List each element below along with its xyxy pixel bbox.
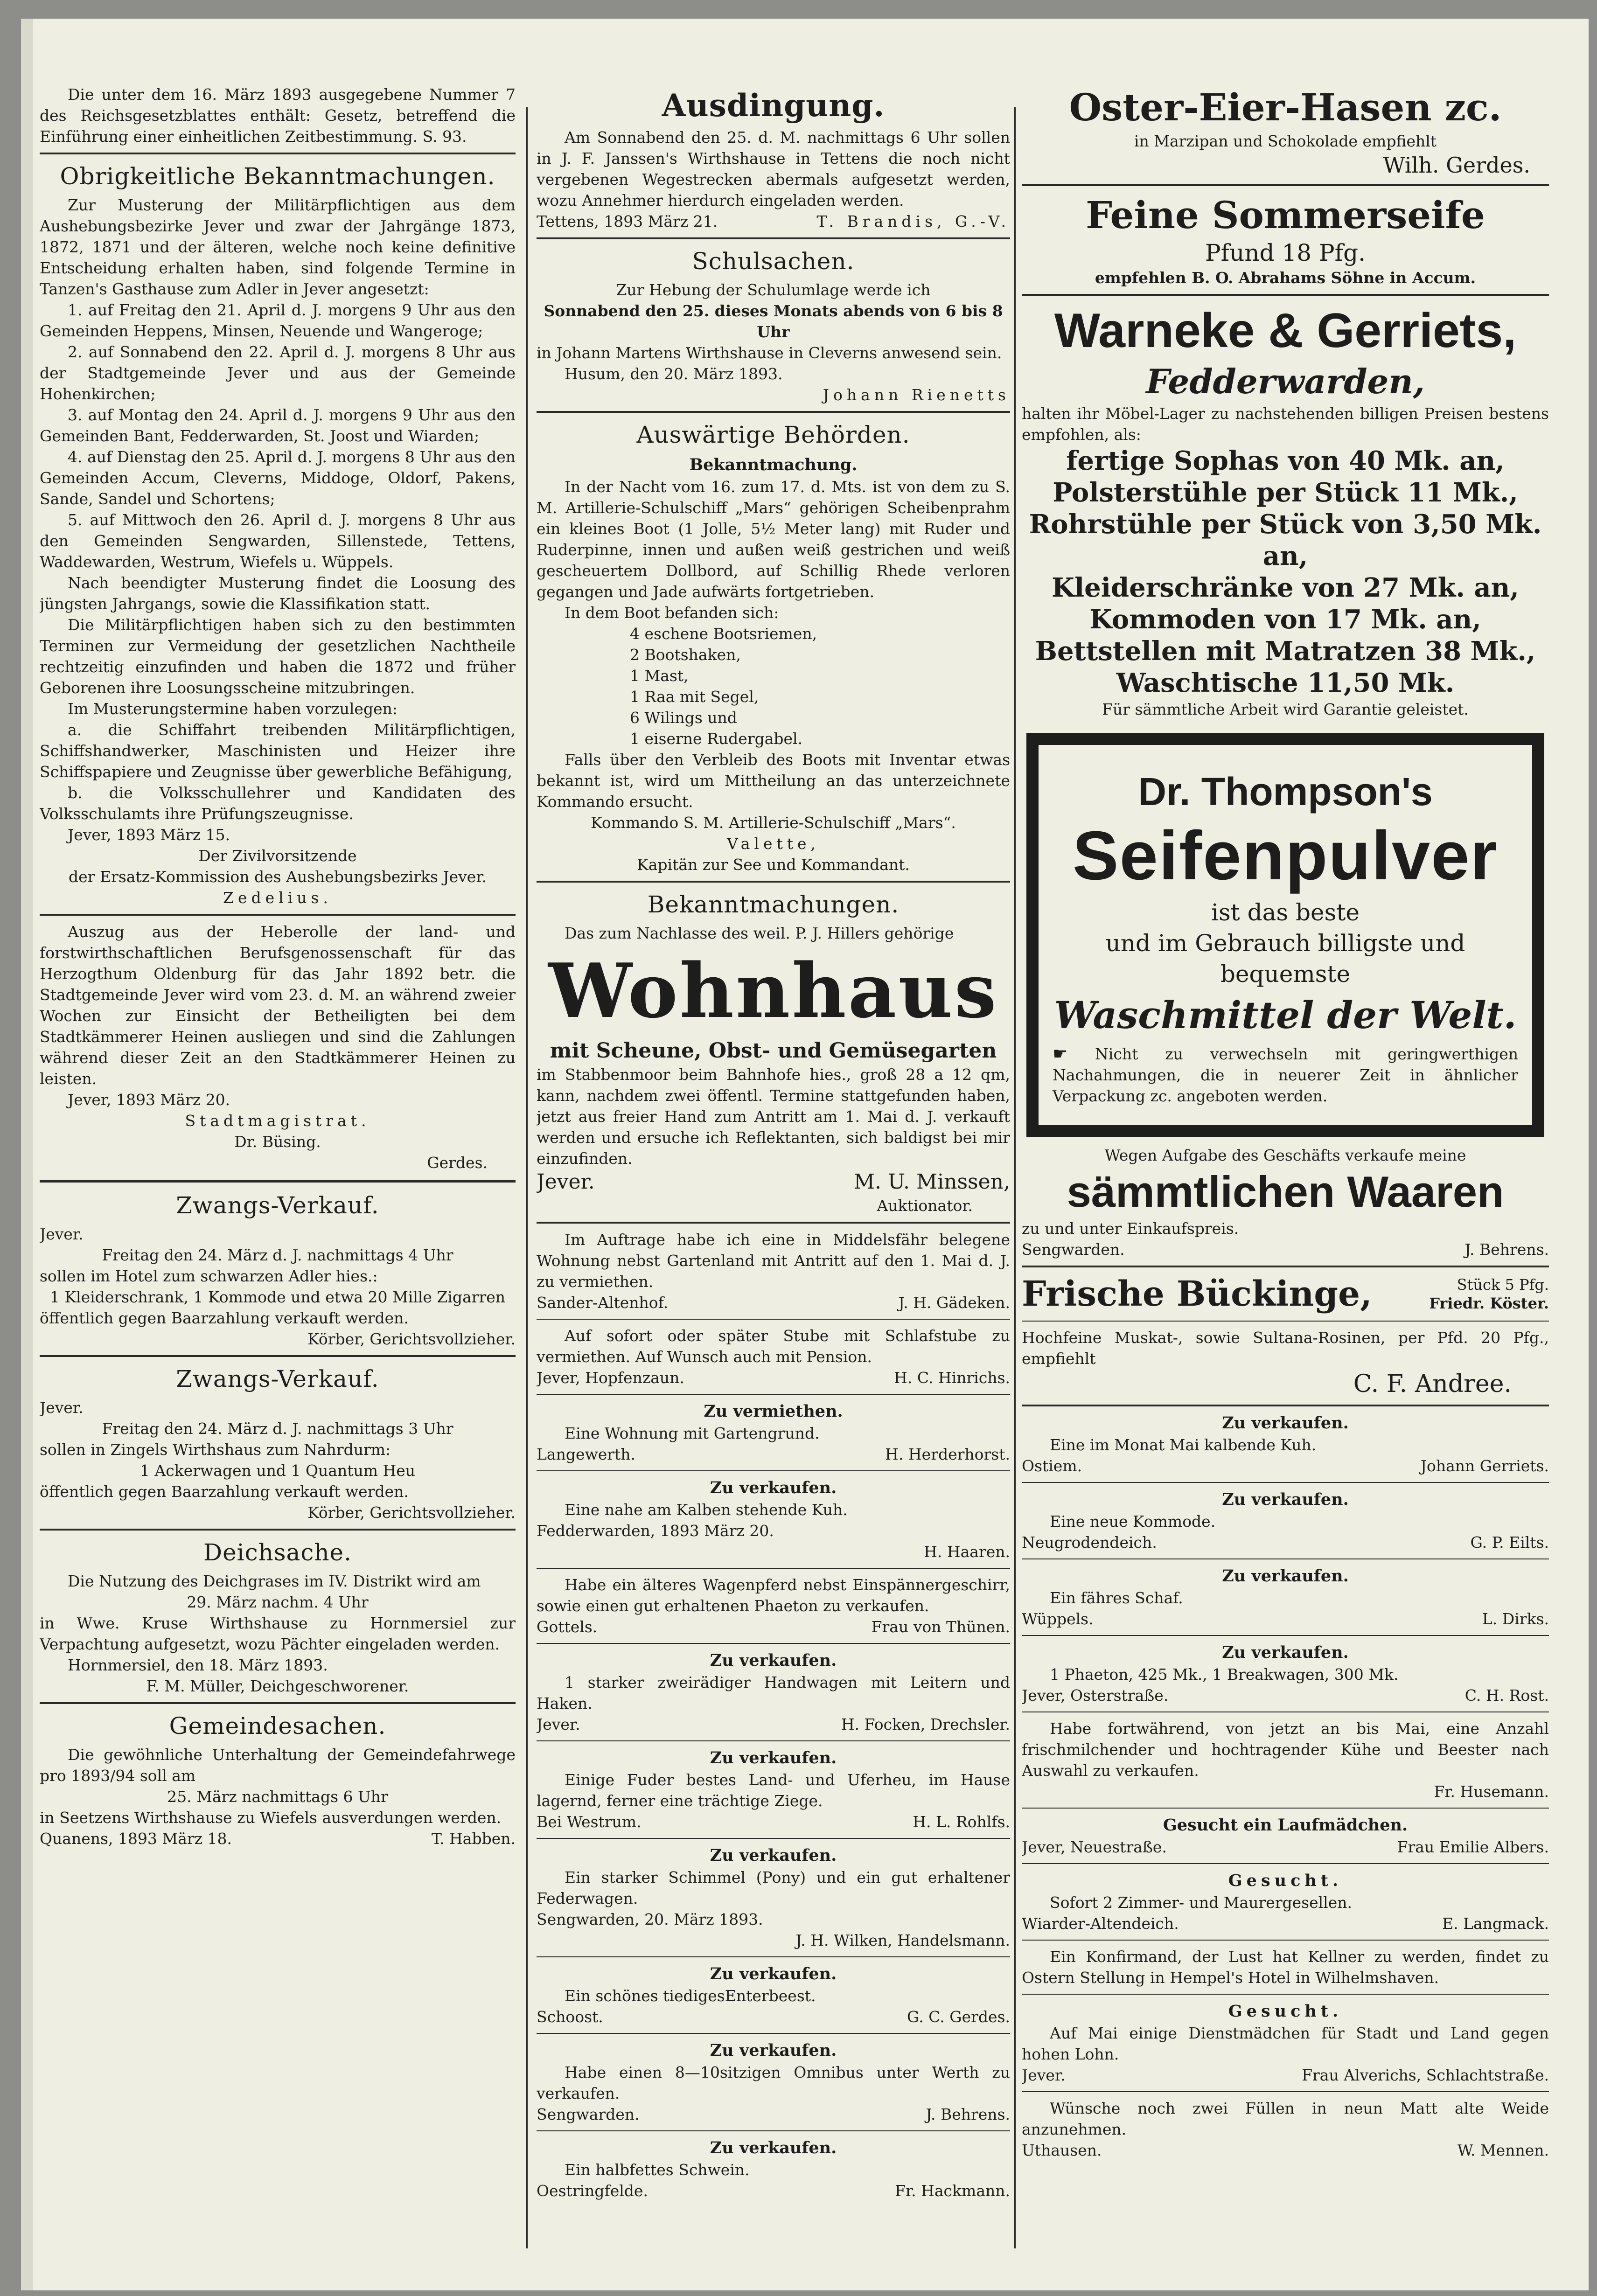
divider bbox=[537, 1319, 1010, 1320]
ad-title: Zu verkaufen. bbox=[710, 1846, 837, 1865]
classified-ad bbox=[537, 2039, 1010, 2125]
ad-place: Wüppels. bbox=[1022, 1610, 1094, 1628]
divider bbox=[537, 2130, 1010, 2131]
divider bbox=[1022, 294, 1549, 296]
ad-text: Im Auftrage habe ich eine in Middelsfähr belegene Wohnung nebst Gartenland mit Antritt auf den 1. Mai d. J. zu vermiethen. bbox=[537, 1231, 1010, 1291]
obrig-item: 4. auf Dienstag den 25. April d. J. morgens 8 Uhr aus den Gemeinden Accum, Cleverns, Middoge, Oldorf, Pakens, Sande, Sandel und Schortens; bbox=[40, 448, 516, 508]
ad-place: Jever, Neuestraße. bbox=[1022, 1838, 1167, 1856]
wohnhaus-place: Jever. bbox=[537, 1170, 595, 1194]
ad-title: Zu verkaufen. bbox=[710, 1478, 837, 1497]
classified-ad bbox=[537, 1747, 1010, 1832]
warneke-item: Polsterstühle per Stück 11 Mk., bbox=[1053, 477, 1518, 508]
wohnhaus-subtitle: mit Scheune, Obst- und Gemüsegarten bbox=[550, 1039, 997, 1063]
ad-signature: Fr. Husemann. bbox=[1434, 1782, 1549, 1801]
classified-ad bbox=[1022, 1412, 1549, 1476]
divider bbox=[1022, 1808, 1549, 1809]
ad-signature: E. Langmack. bbox=[1442, 1914, 1549, 1933]
zwangs-when: Freitag den 24. März d. J. nachmittags 3 Uhr bbox=[102, 1419, 453, 1438]
ad-signature: C. H. Rost. bbox=[1464, 1686, 1549, 1705]
schul-heading: Schulsachen. bbox=[692, 248, 855, 275]
ad-signature: Fr. Hackmann. bbox=[895, 2182, 1010, 2200]
divider bbox=[1022, 184, 1549, 186]
ad-place: Langewerth. bbox=[537, 1445, 636, 1463]
divider bbox=[537, 1838, 1010, 1839]
obrig-signature: der Ersatz-Kommission des Aushebungsbezirks Jever. bbox=[69, 868, 487, 886]
ad-place: Sengwarden. bbox=[537, 2105, 640, 2123]
warneke-note: Für sämmtliche Arbeit wird Garantie geleistet. bbox=[1102, 700, 1469, 718]
ad-place: Wiarder-Altendeich. bbox=[1022, 1914, 1179, 1933]
ad-place: Sengwarden, 20. März 1893. bbox=[537, 1910, 763, 1928]
thompson-line: und im Gebrauch billigste und bbox=[1105, 930, 1465, 957]
ad-footer bbox=[537, 1714, 1010, 1735]
andree-text: Hochfeine Muskat-, sowie Sultana-Rosinen, per Pfd. 20 Pfg., empfiehlt bbox=[1022, 1329, 1549, 1368]
ad-place: Bei Westrum. bbox=[537, 1813, 642, 1831]
ad-signature: W. Mennen. bbox=[1457, 2141, 1549, 2159]
schul-text: Zur Hebung der Schulumlage werde ich bbox=[616, 281, 931, 299]
ad-signature: Frau von Thünen. bbox=[871, 1618, 1010, 1636]
zwangs-text: 1 Kleiderschrank, 1 Kommode und etwa 20 Mille Zigarren bbox=[49, 1288, 506, 1306]
behrens-big: sämmtlichen Waaren bbox=[1067, 1167, 1504, 1216]
sommerseife-heading: Feine Sommerseife bbox=[1086, 193, 1485, 237]
classified-ad bbox=[537, 1325, 1010, 1388]
divider bbox=[537, 237, 1010, 239]
boat-item: 4 eschene Bootsriemen, bbox=[630, 625, 817, 643]
divider bbox=[537, 1956, 1010, 1957]
column-rule-1 bbox=[526, 107, 528, 2248]
thompson-ad bbox=[1026, 733, 1544, 1137]
wohnhaus-title: Wohnhaus bbox=[548, 947, 998, 1035]
bueckinge-price: Stück 5 Pfg. bbox=[1457, 1276, 1549, 1294]
ad-place: Gottels. bbox=[537, 1618, 598, 1636]
schul-signature: Johann Rienetts bbox=[823, 386, 1010, 404]
oster-heading: Oster-Eier-Hasen zc. bbox=[1069, 85, 1502, 129]
classified-ad bbox=[1022, 1718, 1549, 1802]
divider bbox=[40, 1702, 516, 1704]
thompson-slogan: Waschmittel der Welt. bbox=[1054, 993, 1517, 1037]
boat-item: 6 Wilings und bbox=[630, 709, 737, 727]
obrig-signature: Der Zivilvorsitzende bbox=[198, 847, 357, 865]
warneke-item: fertige Sophas von 40 Mk. an, bbox=[1066, 445, 1505, 476]
gemeinde-date: Quanens, 1893 März 18. bbox=[40, 1830, 232, 1848]
ad-signature: H. Herderhorst. bbox=[885, 1445, 1010, 1463]
zwangs-signature: Körber, Gerichtsvollzieher. bbox=[307, 1503, 516, 1522]
ad-text: Ein starker Schimmel (Pony) und ein gut erhaltener Federwagen. bbox=[537, 1868, 1010, 1907]
behrens-text: Wegen Aufgabe des Geschäfts verkaufe meine bbox=[1104, 1146, 1466, 1164]
ad-text: 1 Phaeton, 425 Mk., 1 Breakwagen, 300 Mk. bbox=[1050, 1665, 1399, 1684]
divider bbox=[537, 1740, 1010, 1741]
ad-place: Ostiem. bbox=[1022, 1457, 1082, 1475]
warneke-item: Bettstellen mit Matratzen 38 Mk., bbox=[1035, 636, 1536, 667]
ad-text: Eine nahe am Kalben stehende Kuh. bbox=[565, 1501, 848, 1519]
ad-signature: G. C. Gerdes. bbox=[907, 2008, 1010, 2026]
bueckinge-ad bbox=[1022, 1273, 1549, 1315]
deich-date: Hornmersiel, den 18. März 1893. bbox=[68, 1656, 328, 1674]
ad-footer bbox=[537, 1292, 1010, 1313]
ad-place: Jever. bbox=[537, 1715, 580, 1733]
ad-place: Oestringfelde. bbox=[537, 2182, 648, 2200]
wohnhaus-footer bbox=[537, 1169, 1010, 1195]
schul-text: in Johann Martens Wirthshause in Cleverns anwesend sein. bbox=[537, 344, 1002, 362]
obrig-item: 1. auf Freitag den 21. April d. J. morgens 9 Uhr aus den Gemeinden Heppens, Minsen, Neuende und Wangeroge; bbox=[40, 301, 516, 340]
bekanntmachungen-heading: Bekanntmachungen. bbox=[647, 891, 900, 918]
behrens-footer bbox=[1022, 1239, 1549, 1260]
deich-signature: F. M. Müller, Deichgeschworener. bbox=[146, 1677, 409, 1695]
schul-date: Husum, den 20. März 1893. bbox=[565, 365, 783, 383]
thompson-line: ist das beste bbox=[1211, 899, 1360, 926]
gemeinde-when: 25. März nachmittags 6 Uhr bbox=[167, 1788, 388, 1806]
zwangs-text: öffentlich gegen Baarzahlung verkauft werden. bbox=[40, 1309, 409, 1327]
sommerseife-text: empfehlen B. O. Abrahams Söhne in Accum. bbox=[1095, 269, 1476, 287]
thompson-product: Seifenpulver bbox=[1072, 817, 1499, 894]
ad-title: Zu verkaufen. bbox=[1222, 1490, 1349, 1509]
divider bbox=[1022, 1635, 1549, 1636]
ausdingung-heading: Ausdingung. bbox=[662, 87, 885, 124]
gemeinde-signature: T. Habben. bbox=[431, 1830, 516, 1848]
ad-place: Jever, Osterstraße. bbox=[1022, 1686, 1169, 1705]
column-rule-2 bbox=[1014, 107, 1016, 2248]
ad-text: Habe einen 8—10sitzigen Omnibus unter Werth zu verkaufen. bbox=[537, 2063, 1010, 2102]
sommerseife-price: Pfund 18 Pfg. bbox=[1205, 239, 1366, 266]
zwangs-when: Freitag den 24. März d. J. nachmittags 4 Uhr bbox=[102, 1246, 453, 1264]
obrig-text: Nach beendigter Musterung findet die Loosung des jüngsten Jahrgangs, sowie die Klassifikation statt. bbox=[40, 574, 516, 613]
ad-title: Gesucht. bbox=[1228, 2002, 1343, 2021]
ad-place: Uthausen. bbox=[1022, 2141, 1102, 2159]
pointing-hand-icon: ☛ bbox=[1053, 1044, 1095, 1064]
divider bbox=[1022, 1266, 1549, 1267]
boat-item: 1 Mast, bbox=[630, 667, 689, 685]
classified-ad bbox=[1022, 1565, 1549, 1629]
zwangs-text: sollen im Hotel zum schwarzen Adler hies.: bbox=[40, 1267, 378, 1285]
divider bbox=[1022, 1940, 1549, 1941]
divider bbox=[537, 1222, 1010, 1224]
ad-signature: H. C. Hinrichs. bbox=[894, 1369, 1010, 1387]
classified-ad bbox=[537, 1574, 1010, 1637]
warneke-item: Waschtische 11,50 Mk. bbox=[1116, 668, 1455, 698]
ad-footer bbox=[1022, 2140, 1549, 2161]
divider bbox=[1022, 1558, 1549, 1559]
heberolle-text: Auszug aus der Heberolle der land- und forstwirthschaftlichen Berufsgenossenschaft für das Herzogthum Oldenburg für das Jahr 1892 betr. die Stadtgemeinde Jever wird vom 23. d. M. an während zweier Wochen zur Einsicht der Betheiligten bei dem Stadtkämmerer Heinen ausliegen und sind die Zahlungen während dieser Zeit an den Stadtkämmerer Heinen zu leisten. bbox=[40, 923, 516, 1088]
thompson-name: Dr. Thompson's bbox=[1138, 770, 1433, 814]
oster-signature: Wilh. Gerdes. bbox=[1383, 153, 1530, 178]
classified-ad bbox=[537, 2137, 1010, 2201]
ad-title: Zu verkaufen. bbox=[710, 1748, 837, 1767]
divider bbox=[1022, 1321, 1549, 1322]
ad-footer bbox=[1022, 1837, 1549, 1858]
classified-ad bbox=[1022, 1642, 1549, 1706]
ad-title: Zu verkaufen. bbox=[710, 2041, 837, 2060]
ad-signature: H. Haaren. bbox=[924, 1543, 1010, 1561]
ad-signature: J. Behrens. bbox=[926, 2105, 1010, 2123]
warneke-place: Fedderwarden, bbox=[1146, 362, 1425, 401]
ad-title: Zu verkaufen. bbox=[710, 2138, 837, 2157]
ad-place: Neugrodendeich. bbox=[1022, 1533, 1157, 1552]
ausdingung-text: Am Sonnabend den 25. d. M. nachmittags 6 Uhr sollen in J. F. Janssen's Wirthshause in Tettens die noch nicht vergebenen Wegestrecken abermals aufgesetzt werden, wozu Annehmer hierdurch eingeladen werden. bbox=[537, 128, 1010, 209]
heberolle-signature: Gerdes. bbox=[427, 1154, 488, 1172]
gemeinde-text: in Seetzens Wirthshause zu Wiefels ausverdungen werden. bbox=[40, 1809, 502, 1827]
wohnhaus-intro: Das zum Nachlasse des weil. P. J. Hillers gehörige bbox=[565, 924, 954, 942]
classified-ad bbox=[537, 1477, 1010, 1562]
classified-ad bbox=[537, 1229, 1010, 1313]
ad-signature: H. Focken, Drechsler. bbox=[841, 1715, 1010, 1733]
ad-signature: L. Dirks. bbox=[1482, 1610, 1549, 1628]
boat-item: 2 Bootshaken, bbox=[630, 646, 741, 664]
deich-text: Die Nutzung des Deichgrases im IV. Distrikt wird am bbox=[68, 1572, 481, 1590]
ad-footer bbox=[1022, 1455, 1549, 1476]
auswaertige-signature: Valette, bbox=[726, 835, 820, 853]
divider bbox=[1022, 1994, 1549, 1995]
ad-signature: J. H. Gädeken. bbox=[898, 1294, 1010, 1312]
column-left bbox=[40, 84, 516, 2258]
ad-text: Ein Konfirmand, der Lust hat Kellner zu werden, findet zu Ostern Stellung in Hempel's Hotel in Wilhelmshaven. bbox=[1022, 1948, 1549, 1987]
divider bbox=[537, 1643, 1010, 1644]
ad-text: Eine Wohnung mit Gartengrund. bbox=[565, 1424, 820, 1442]
ad-footer bbox=[1022, 1608, 1549, 1629]
deich-heading: Deichsache. bbox=[203, 1539, 352, 1566]
divider bbox=[40, 153, 516, 154]
ad-footer bbox=[1022, 1532, 1549, 1553]
page-edge bbox=[21, 19, 33, 2290]
ausdingung-signature: T. Brandis, G.-V. bbox=[816, 212, 1010, 230]
behrens-place: Sengwarden. bbox=[1022, 1240, 1125, 1259]
wohnhaus-signature: M. U. Minssen, bbox=[853, 1170, 1010, 1194]
ad-text: Ein fähres Schaf. bbox=[1050, 1589, 1183, 1607]
ad-footer bbox=[537, 2104, 1010, 2125]
wohnhaus-signature-title: Auktionator. bbox=[877, 1197, 973, 1215]
reichsgesetzblatt-notice: Die unter dem 16. März 1893 ausgegebene Nummer 7 des Reichsgesetzblattes enthält: Gesetz, betreffend die Einführung einer einheitlichen Zeitbestimmung. S. 93. bbox=[40, 85, 516, 146]
ad-signature: Johann Gerriets. bbox=[1420, 1457, 1549, 1475]
divider bbox=[537, 1568, 1010, 1569]
ad-signature: H. L. Rohlfs. bbox=[913, 1813, 1010, 1831]
ad-place: Fedderwarden, 1893 März 20. bbox=[537, 1522, 774, 1540]
divider bbox=[537, 411, 1010, 413]
gemeinde-heading: Gemeindesachen. bbox=[169, 1712, 386, 1739]
ad-place: Jever, Hopfenzaun. bbox=[537, 1369, 684, 1387]
ad-title: Zu vermiethen. bbox=[704, 1402, 843, 1421]
ad-text: Eine im Monat Mai kalbende Kuh. bbox=[1050, 1436, 1317, 1454]
classified-ad bbox=[1022, 1946, 1549, 1988]
column-right bbox=[1022, 84, 1549, 2258]
warneke-name: Warneke & Gerriets, bbox=[1054, 304, 1517, 358]
zwangs-place: Jever. bbox=[40, 1225, 84, 1243]
ad-place: Sander-Altenhof. bbox=[537, 1294, 669, 1312]
classified-ad bbox=[537, 1844, 1010, 1951]
ad-title: Zu verkaufen. bbox=[710, 1964, 837, 1983]
obrig-text: b. die Volksschullehrer und Kandidaten des Volksschulamts ihre Prüfungszeugnisse. bbox=[40, 784, 516, 823]
divider bbox=[537, 881, 1010, 883]
zwangs-text: 1 Ackerwagen und 1 Quantum Heu bbox=[139, 1461, 416, 1480]
obrig-date: Jever, 1893 März 15. bbox=[68, 826, 230, 844]
classified-ad bbox=[537, 1963, 1010, 2027]
ad-footer bbox=[537, 2006, 1010, 2027]
obrig-text: Die Militärpflichtigen haben sich zu den bestimmten Terminen zur Vermeidung der gesetzlichen Nachtheile rechtzeitig einzufinden und haben die 1872 und früher Geborenen ihre Loosungsscheine mitzubringen. bbox=[40, 616, 516, 697]
classified-ad bbox=[1022, 1870, 1549, 1934]
ad-title: Gesucht ein Laufmädchen. bbox=[1163, 1816, 1408, 1835]
ad-title: Zu verkaufen. bbox=[1222, 1413, 1349, 1433]
auswaertige-text: Falls über den Verbleib des Boots mit Inventar etwas bekannt ist, wird um Mittheilung an das unterzeichnete Kommando ersucht. bbox=[537, 751, 1010, 811]
ad-text: Habe fortwährend, von jetzt an bis Mai, eine Anzahl frischmilchender und hochtragender Kühe und Beester nach Auswahl zu verkaufen. bbox=[1022, 1719, 1549, 1780]
divider bbox=[537, 1470, 1010, 1471]
ad-footer bbox=[537, 2180, 1010, 2201]
behrens-signature: J. Behrens. bbox=[1464, 1240, 1549, 1259]
ad-footer bbox=[1022, 1685, 1549, 1706]
classified-ad bbox=[1022, 1489, 1549, 1553]
thompson-note-row bbox=[1053, 1044, 1518, 1106]
auswaertige-heading: Auswärtige Behörden. bbox=[636, 421, 910, 448]
ad-text: Auf sofort oder später Stube mit Schlafstube zu vermiethen. Auf Wunsch auch mit Pension. bbox=[537, 1327, 1010, 1366]
ad-title: Zu verkaufen. bbox=[710, 1651, 837, 1670]
wohnhaus-text: im Stabbenmoor beim Bahnhofe hies., groß 28 a 12 qm, kann, nachdem zwei öffentl. Termine stattgefunden haben, jetzt aus freier Hand zum Antritt am 1. Mai d. J. verkauft werden und ersuche ich Reflektanten, sich baldigst bei mir einzufinden. bbox=[537, 1065, 1010, 1168]
classified-ad bbox=[1022, 1814, 1549, 1858]
obrig-intro: Zur Musterung der Militärpflichtigen aus dem Aushebungsbezirke Jever und zwar der Jahrgänge 1873, 1872, 1871 und der älteren, welche noch keine definitive Entscheidung erhalten haben, sind folgende Termine in Tanzen's Gasthause zum Adler in Jever angesetzt: bbox=[40, 196, 516, 298]
warneke-item: Kleiderschränke von 27 Mk. an, bbox=[1052, 572, 1519, 603]
ad-title: Zu verkaufen. bbox=[1222, 1566, 1349, 1586]
ad-footer bbox=[537, 1444, 1010, 1465]
obrig-heading: Obrigkeitliche Bekanntmachungen. bbox=[60, 163, 495, 190]
ausdingung-date: Tettens, 1893 März 21. bbox=[537, 212, 718, 230]
ad-text: Einige Fuder bestes Land- und Uferheu, im Hause lagernd, ferner eine trächtige Ziege. bbox=[537, 1771, 1010, 1810]
auswaertige-text: In der Nacht vom 16. zum 17. d. Mts. ist von dem zu S. M. Artillerie-Schulschiff „Mars“ gehörigen Scheibenprahm ein kleines Boot (1 Jolle, 5½ Meter lang) mit Ruder und Ruderpinne, innen und außen weiß gestrichen und weiß gescheuertem Dollbord, auf Schillig Rhede verloren gegangen und Jade aufwärts fortgetrieben. bbox=[537, 478, 1010, 601]
ausdingung-footer bbox=[537, 211, 1010, 232]
zwangs-signature: Körber, Gerichtsvollzieher. bbox=[307, 1330, 516, 1348]
divider bbox=[537, 2033, 1010, 2034]
boat-item: 1 Raa mit Segel, bbox=[630, 688, 759, 706]
divider bbox=[537, 1394, 1010, 1395]
ad-text: Ein schönes tiedigesEnterbeest. bbox=[565, 1987, 816, 2005]
warneke-intro: halten ihr Möbel-Lager zu nachstehenden billigen Preisen bestens empfohlen, als: bbox=[1022, 404, 1549, 444]
ad-footer bbox=[1022, 1913, 1549, 1934]
divider bbox=[1022, 1405, 1549, 1406]
bueckinge-title: Frische Bückinge, bbox=[1022, 1274, 1372, 1314]
divider bbox=[40, 1180, 516, 1183]
bueckinge-info bbox=[1429, 1275, 1549, 1313]
zwangs-heading: Zwangs-Verkauf. bbox=[176, 1365, 379, 1392]
column-middle bbox=[537, 84, 1010, 2258]
ad-place: Jever. bbox=[1022, 2066, 1066, 2084]
ad-text: Eine neue Kommode. bbox=[1050, 1512, 1216, 1531]
ad-signature: G. P. Eilts. bbox=[1470, 1533, 1549, 1552]
zwangs-heading: Zwangs-Verkauf. bbox=[176, 1192, 379, 1219]
newspaper-page bbox=[21, 19, 1589, 2290]
ad-footer bbox=[537, 1616, 1010, 1637]
gemeinde-footer bbox=[40, 1828, 516, 1849]
ad-title: Zu verkaufen. bbox=[1222, 1643, 1349, 1662]
ad-text: Wünsche noch zwei Füllen in neun Matt alte Weide anzunehmen. bbox=[1022, 2099, 1549, 2138]
ad-text: Habe ein älteres Wagenpferd nebst Einspännergeschirr, sowie einen gut erhaltenen Phaeton zu verkaufen. bbox=[537, 1576, 1010, 1615]
behrens-text: zu und unter Einkaufspreis. bbox=[1022, 1219, 1239, 1238]
ad-text: Sofort 2 Zimmer- und Maurergesellen. bbox=[1050, 1893, 1352, 1912]
oster-text: in Marzipan und Schokolade empfiehlt bbox=[1134, 132, 1437, 150]
auswaertige-signature: Kommando S. M. Artillerie-Schulschiff „Mars“. bbox=[591, 814, 956, 832]
divider bbox=[1022, 2091, 1549, 2092]
obrig-item: 3. auf Montag den 24. April d. J. morgens 9 Uhr aus den Gemeinden Bant, Fedderwarden, St. Joost und Wiarden; bbox=[40, 406, 516, 445]
zwangs-place: Jever. bbox=[40, 1398, 84, 1417]
ad-signature: J. H. Wilken, Handelsmann. bbox=[795, 1931, 1010, 1949]
thompson-note: Nicht zu verwechseln mit geringwerthigen Nachahmungen, die in neuerer Zeit in ähnlicher Verpackung zc. angeboten werden. bbox=[1053, 1045, 1519, 1105]
ad-footer bbox=[537, 1367, 1010, 1388]
bueckinge-signature: Friedr. Köster. bbox=[1429, 1294, 1549, 1312]
divider bbox=[40, 1355, 516, 1357]
classified-ad bbox=[537, 1400, 1010, 1465]
obrig-text: Im Musterungstermine haben vorzulegen: bbox=[68, 700, 398, 718]
auswaertige-text: In dem Boot befanden sich: bbox=[565, 604, 779, 622]
schul-when: Sonnabend den 25. dieses Monats abends von 6 bis 8 Uhr bbox=[544, 302, 1003, 341]
heberolle-signature: Dr. Büsing. bbox=[234, 1133, 321, 1151]
heberolle-signature: Stadtmagistrat. bbox=[185, 1112, 370, 1130]
warneke-item: Kommoden von 17 Mk. an, bbox=[1089, 604, 1481, 635]
thompson-line: bequemste bbox=[1220, 960, 1351, 988]
gemeinde-text: Die gewöhnliche Unterhaltung der Gemeindefahrwege pro 1893/94 soll am bbox=[40, 1746, 516, 1785]
ad-signature: Frau Emilie Albers. bbox=[1397, 1838, 1549, 1856]
auswaertige-subheading: Bekanntmachung. bbox=[689, 455, 858, 474]
divider bbox=[1022, 1863, 1549, 1864]
heberolle-date: Jever, 1893 März 20. bbox=[68, 1091, 230, 1109]
obrig-item: 5. auf Mittwoch den 26. April d. J. morgens 8 Uhr aus den Gemeinden Sengwarden, Sillenstede, Tettens, Waddewarden, Westrum, Wiefels u. Wüppels. bbox=[40, 511, 516, 571]
boat-item: 1 eiserne Rudergabel. bbox=[630, 730, 803, 748]
andree-signature: C. F. Andree. bbox=[1353, 1370, 1512, 1398]
classified-ad bbox=[537, 1649, 1010, 1735]
classified-ad bbox=[1022, 2000, 1549, 2086]
ad-title: Gesucht. bbox=[1228, 1871, 1343, 1890]
zwangs-text: öffentlich gegen Baarzahlung verkauft werden. bbox=[40, 1482, 409, 1501]
obrig-signature: Zedelius. bbox=[223, 889, 332, 907]
ad-place: Schoost. bbox=[537, 2008, 603, 2026]
obrig-text: a. die Schiffahrt treibenden Militärpflichtigen, Schiffshandwerker, Maschinisten und Heizer ihre Schiffspapiere und Zeugnisse über gewerbliche Befähigung, bbox=[40, 721, 516, 781]
divider bbox=[40, 914, 516, 916]
divider bbox=[40, 1529, 516, 1531]
ad-footer bbox=[537, 1811, 1010, 1832]
obrig-item: 2. auf Sonnabend den 22. April d. J. morgens 8 Uhr aus der Stadtgemeinde Jever und aus der Gemeinde Hohenkirchen; bbox=[40, 343, 516, 403]
zwangs-text: sollen in Zingels Wirthshaus zum Nahrdurm: bbox=[40, 1440, 391, 1459]
deich-when: 29. März nachm. 4 Uhr bbox=[187, 1593, 369, 1611]
warneke-item: Rohrstühle per Stück von 3,50 Mk. an, bbox=[1029, 509, 1542, 571]
ad-text: Ein halbfettes Schwein. bbox=[565, 2161, 750, 2179]
ad-footer bbox=[1022, 2065, 1549, 2086]
ad-text: 1 starker zweirädiger Handwagen mit Leitern und Haken. bbox=[537, 1673, 1010, 1712]
deich-text: in Wwe. Kruse Wirthshause zu Hornmersiel zur Verpachtung aufgesetzt, wozu Pächter eingeladen werden. bbox=[40, 1614, 516, 1653]
ad-signature: Frau Alverichs, Schlachtstraße. bbox=[1302, 2066, 1549, 2084]
auswaertige-signature: Kapitän zur See und Kommandant. bbox=[637, 856, 910, 874]
ad-text: Auf Mai einige Dienstmädchen für Stadt und Land gegen hohen Lohn. bbox=[1022, 2024, 1549, 2063]
divider bbox=[1022, 1482, 1549, 1483]
classified-ad bbox=[1022, 2098, 1549, 2161]
